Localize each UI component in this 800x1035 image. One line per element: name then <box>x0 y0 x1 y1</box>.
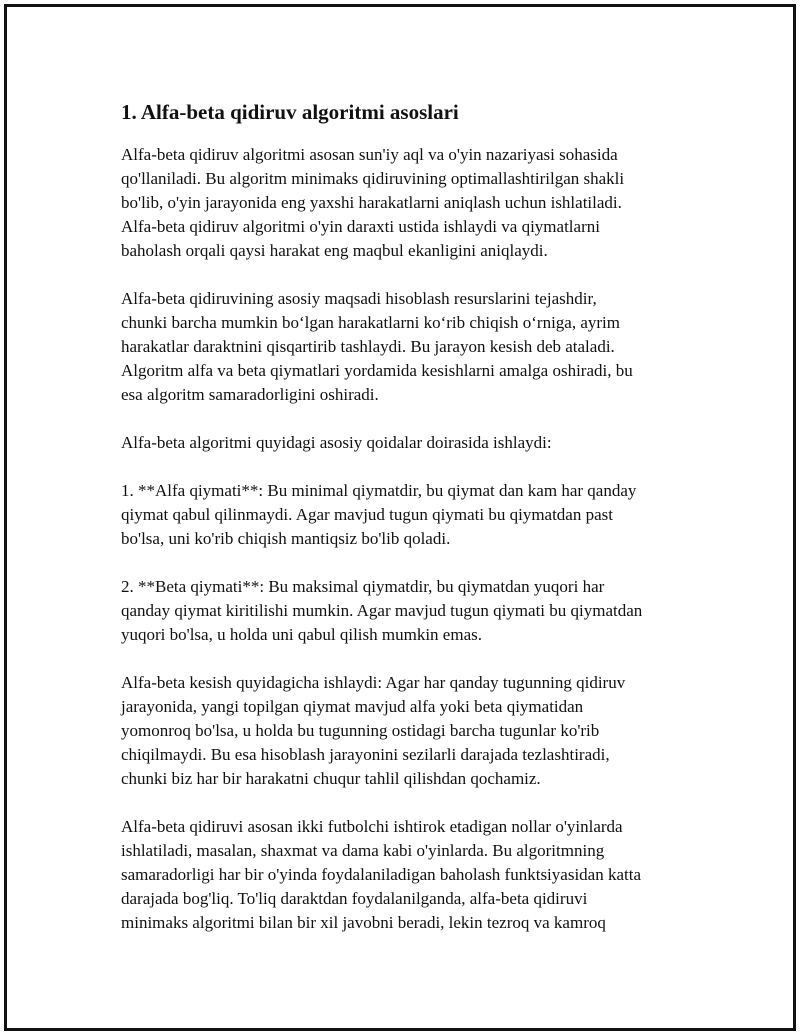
paragraph-beta-rule: 2. **Beta qiymati**: Bu maksimal qiymatdir, bu qiymatdan yuqori har qanday qiymat kiritilishi mumkin. Agar mavjud tugun qiymati bu qiymatdan yuqori bo'lsa, u holda uni qabul qilish mumkin emas. <box>121 577 643 644</box>
paragraph-purpose: Alfa-beta qidiruvining asosiy maqsadi hisoblash resurslarini tejashdir, chunki barcha mumkin bo‘lgan harakatlarni ko‘rib chiqish o‘rniga, ayrim harakatlar daraktnini qisqartirib tashlaydi. Bu jarayon kesish deb ataladi. Algoritm alfa va beta qiymatlari yordamida kesishlarni amalga oshiradi, bu esa algoritm samaradorligini oshiradi. <box>121 289 633 404</box>
section-heading: 1. Alfa-beta qidiruv algoritmi asoslari <box>121 100 459 124</box>
paragraph-alpha-rule: 1. **Alfa qiymati**: Bu minimal qiymatdir, bu qiymat dan kam har qanday qiymat qabul qilinmaydi. Agar mavjud tugun qiymati bu qiymatdan past bo'lsa, uni ko'rib chiqish mantiqsiz bo'lib qoladi. <box>121 481 637 548</box>
paragraph-rules-intro: Alfa-beta algoritmi quyidagi asosiy qoidalar doirasida ishlaydi: <box>121 433 552 452</box>
paragraph-intro: Alfa-beta qidiruv algoritmi asosan sun'iy aql va o'yin nazariyasi sohasida qo'llaniladi. Bu algoritm minimaks qidiruvining optimallashtirilgan shakli bo'lib, o'yin jarayonida eng yaxshi harakatlarni aniqlash uchun ishlatiladi. Alfa-beta qidiruv algoritmi o'yin daraxti ustida ishlaydi va qiymatlarni baholash orqali qaysi harakat eng maqbul ekanligini aniqlaydi. <box>121 145 625 260</box>
document-body <box>121 99 701 959</box>
page-frame <box>4 4 796 1031</box>
paragraph-pruning: Alfa-beta kesish quyidagicha ishlaydi: Agar har qanday tugunning qidiruv jarayonida, yangi topilgan qiymat mavjud alfa yoki beta qiymatidan yomonroq bo'lsa, u holda bu tugunning ostidagi barcha tugunlar ko'rib chiqilmaydi. Bu esa hisoblash jarayonini sezilarli darajada tezlashtiradi, chunki biz har bir harakatni chuqur tahlil qilishdan qochamiz. <box>121 673 626 788</box>
paragraph-usage: Alfa-beta qidiruvi asosan ikki futbolchi ishtirok etadigan nollar o'yinlarda ishlatiladi, masalan, shaxmat va dama kabi o'yinlarda. Bu algoritmning samaradorligi har bir o'yinda foydalaniladigan baholash funktsiyasidan katta darajada bog'liq. To'liq daraktdan foydalanilganda, alfa-beta qidiruvi minimaks algoritmi bilan bir xil javobni beradi, lekin tezroq va kamroq <box>121 817 641 932</box>
